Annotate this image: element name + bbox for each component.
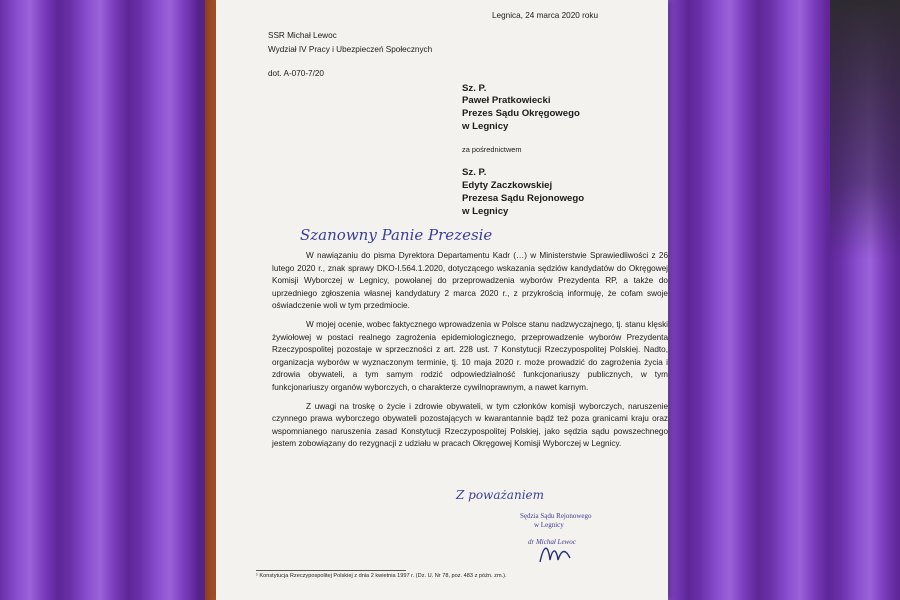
dark-corner: [830, 0, 900, 260]
recipient1-line: Paweł Pratkowiecki: [462, 95, 551, 106]
stamp-line: Sędzia Sądu Rejonowego: [520, 512, 592, 520]
letter-page: [216, 0, 668, 600]
handwritten-closing: Z poważaniem: [456, 488, 545, 502]
recipient2-line: Sz. P.: [462, 167, 487, 178]
handwritten-salutation: Szanowny Panie Prezesie: [300, 226, 493, 244]
footnote-separator: [256, 570, 406, 571]
paragraph: W nawiązaniu do pisma Dyrektora Departamentu Kadr (…) w Ministerstwie Sprawiedliwości z 26 lutego 2020 r., znak sprawy DKO-I.564.1.2020, dotyczącego wskazania sędziów kandydatów do Okręgowej Komisji Wyborczej w Legnicy, powołanej do przeprowadzenia wyborów Prezydenta RP, a także do uprzedniego zgłoszenia własnej kandydatury 2 marca 2020 r., z przykrością informuję, że cofam swoje oświadczenie woli w tym przedmiocie.: [272, 251, 668, 311]
sender-department: Wydział IV Pracy i Ubezpieczeń Społecznych: [268, 45, 433, 54]
footnote: ¹ Konstytucja Rzeczypospolitej Polskiej z dnia 2 kwietnia 1997 r. (Dz. U. Nr 78, poz. 483 z późn. zm.).: [256, 573, 507, 579]
stamp-line: w Legnicy: [534, 521, 564, 529]
via-note: za pośrednictwem: [462, 145, 522, 154]
stamp-line: dr Michał Lewoc: [528, 538, 576, 546]
paragraph: W mojej ocenie, wobec faktycznego wprowadzenia w Polsce stanu nadzwyczajnego, tj. stanu klęski żywiołowej w postaci realnego zagrożenia epidemiologicznego, przeprowadzenie wyborów Prezydenta Rzeczypospolitej pozostaje w sprzeczności z art. 228 ust. 7 Konstytucji Rzeczypospolitej Polskiej. Nadto, organizacja wyborów w wyznaczonym terminie, tj. 10 maja 2020 r. może prowadzić do zagrożenia życia i zdrowia obywateli, a tym samym rodzić odpowiedzialność funkcjonariuszy publicznych, w tym funkcjonariuszy organów wyborczych, o charakterze cywilnoprawnym, a nawet karnym.: [272, 319, 668, 392]
recipient2-line: Edyty Zaczkowskiej: [462, 180, 553, 191]
recipient2-line: w Legnicy: [462, 206, 509, 217]
recipient1-line: Sz. P.: [462, 83, 487, 94]
recipient1-line: Prezes Sądu Okręgowego: [462, 108, 580, 119]
sender-name: SSR Michał Lewoc: [268, 31, 337, 40]
reference-number: dot. A-070-7/20: [268, 69, 324, 78]
signature-scribble: [536, 540, 576, 568]
recipient2-line: Prezesa Sądu Rejonowego: [462, 193, 585, 204]
letter-body: [272, 250, 668, 457]
paragraph: Z uwagi na troskę o życie i zdrowie obywateli, w tym członków komisji wyborczych, naruszenie czynnego prawa wyborczego obywateli pozostających w kwarantannie bądź też poza granicami kraju oraz wspomnianego naruszenia zasad Konstytucji Rzeczypospolitej Polskiej, jako sędzia sądu powszechnego jestem zobowiązany do rezygnacji z udziału w pracach Okręgowej Komisji Wyborczej w Legnicy.: [272, 401, 668, 449]
recipient1-line: w Legnicy: [462, 121, 509, 132]
place-date: Legnica, 24 marca 2020 roku: [492, 11, 599, 20]
